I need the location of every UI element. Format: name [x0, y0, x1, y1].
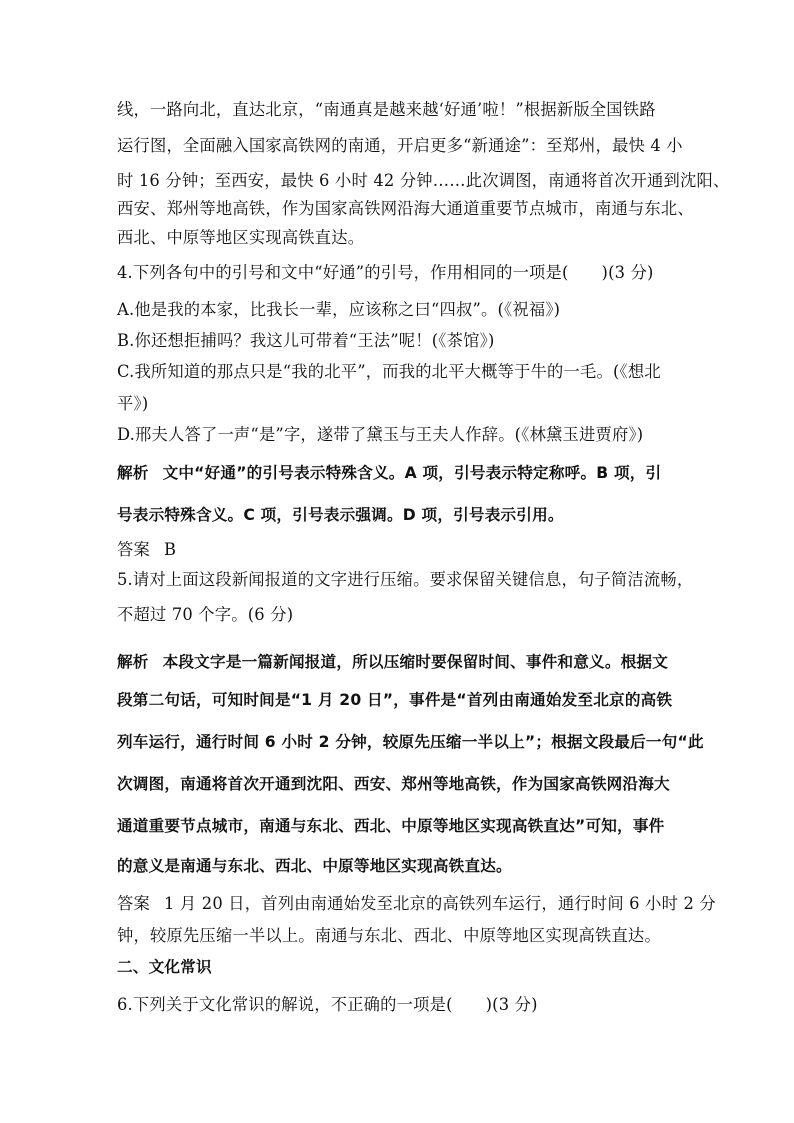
- q5-stem-line2: 不超过 70 个字。(6 分): [117, 605, 294, 624]
- q5-analysis-line1: [117, 652, 668, 672]
- q5-analysis-line3: 列车运行，通行时间 6 小时 2 分钟，较原先压缩一半以上”；根据文段最后一句“此: [117, 733, 704, 751]
- q4-option-c-line1: C.我所知道的那点只是“我的北平”，而我的北平大概等于牛的一毛。(《想北: [117, 362, 661, 381]
- q5-analysis-line5: 通道重要节点城市，南通与东北、西北、中原等地区实现高铁直达”可知，事件: [117, 817, 665, 835]
- passage-line-4: 西安、郑州等地高铁，作为国家高铁网沿海大通道重要节点城市，南通与东北、: [117, 199, 694, 218]
- q5-analysis-text-1: 本段文字是一篇新闻报道，所以压缩时要保留时间、事件和意义。根据文: [162, 653, 668, 671]
- passage-line-5: 西北、中原等地区实现高铁直达。: [117, 228, 365, 247]
- q5-answer-line1: [117, 894, 716, 914]
- q4-answer-value: B: [163, 540, 177, 559]
- q4-option-c-line2: 平》): [117, 394, 149, 413]
- q4-answer-line: [117, 540, 176, 560]
- q4-option-a: A.他是我的本家，比我长一辈，应该称之曰“四叔”。(《祝福》): [117, 300, 561, 319]
- q4-analysis-line2: 号表示特殊含义。C 项，引号表示强调。D 项，引号表示引用。: [117, 506, 564, 524]
- passage-line-1: 线，一路向北，直达北京，“南通真是越来越‘好通’啦！”根据新版全国铁路: [117, 100, 656, 119]
- q5-answer-line2: 钟，较原先压缩一半以上。南通与东北、西北、中原等地区实现高铁直达。: [117, 926, 661, 945]
- q5-analysis-line6: 的意义是南通与东北、西北、中原等地区实现高铁直达。: [117, 857, 512, 875]
- q4-analysis-label: 解析: [117, 464, 149, 482]
- q5-analysis-line2: 段第二句话，可知时间是“1 月 20 日”，事件是“首列由南通始发至北京的高铁: [117, 691, 673, 709]
- q4-analysis-line1: [117, 463, 661, 483]
- q4-option-b: B.你还想拒捕吗？我这儿可带着“王法”呢！(《茶馆》): [117, 331, 495, 350]
- q5-stem-line1: 5.请对上面这段新闻报道的文字进行压缩。要求保留关键信息，句子简洁流畅，: [117, 570, 694, 589]
- q5-answer-label: 答案: [117, 894, 150, 913]
- section-heading-culture: 二、文化常识: [117, 958, 212, 976]
- q5-analysis-line4: 次调图，南通将首次开通到沈阳、西安、郑州等地高铁，作为国家高铁网沿海大: [117, 775, 670, 793]
- q5-answer-text-1: 1 月 20 日，首列由南通始发至北京的高铁列车运行，通行时间 6 小时 2 分: [163, 894, 716, 913]
- q4-stem: 4.下列各句中的引号和文中“好通”的引号，作用相同的一项是( )(3 分): [117, 263, 654, 282]
- q4-option-d: D.邢夫人答了一声“是”字，遂带了黛玉与王夫人作辞。(《林黛玉进贾府》): [117, 425, 644, 444]
- q4-analysis-text-1: 文中“好通”的引号表示特殊含义。A 项，引号表示特定称呼。B 项，引: [162, 464, 662, 482]
- q6-stem: 6.下列关于文化常识的解说，不正确的一项是( )(3 分): [117, 995, 538, 1014]
- passage-line-2: 运行图，全面融入国家高铁网的南通，开启更多“新通途”：至郑州，最快 4 小: [117, 136, 683, 155]
- q5-analysis-label: 解析: [117, 653, 149, 671]
- passage-line-3: 时 16 分钟；至西安，最快 6 小时 42 分钟……此次调图，南通将首次开通到沈阳、: [117, 171, 730, 190]
- q4-answer-label: 答案: [117, 540, 150, 559]
